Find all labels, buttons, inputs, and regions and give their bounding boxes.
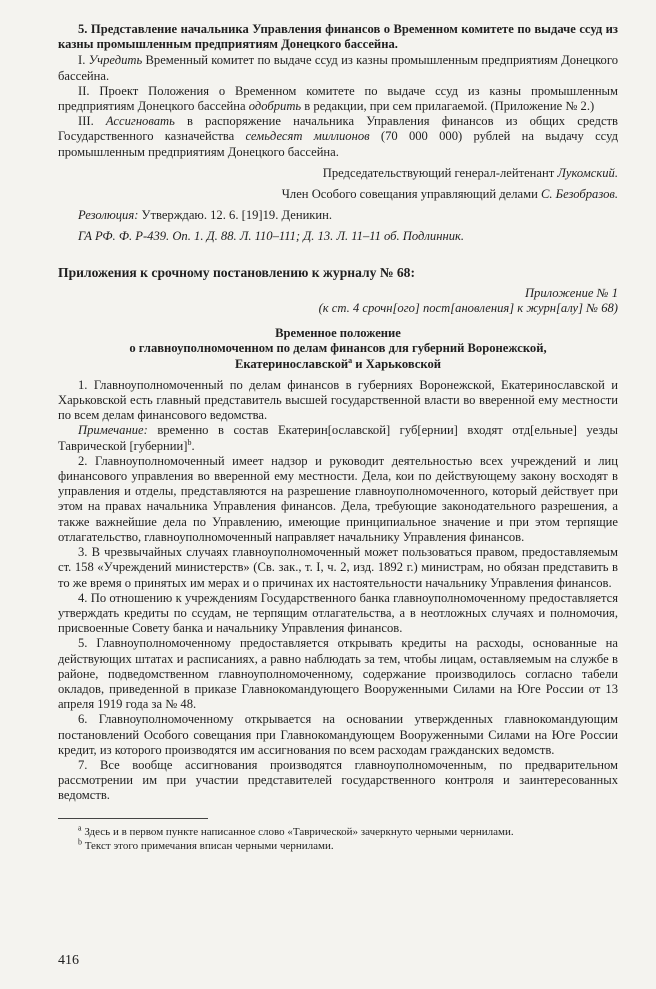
footnote-mark-b: b xyxy=(187,437,192,447)
footnote-divider xyxy=(58,818,208,819)
appendix-item-1: 1. Главноуполномоченный по делам финансов в губерниях Воронежской, Екатеринославской и Харьковской есть главный представитель высшей государственной власти во вверенной ему местности по всем делам финансового ведомства. xyxy=(58,377,618,423)
section-5-point-3: III. Ассигновать в распоряжение начальника Управления финансов из общих средств Государственного казначейства семьдесят миллионов (70 000 000) рублей на выдачу ссуд промышленным предприятиям Донецкого бассейна. xyxy=(58,114,619,159)
appendix-title-line-2: о главноуполномоченном по делам финансов для губерний Воронежской, xyxy=(129,341,547,356)
page-number: 416 xyxy=(58,953,79,968)
archive-reference: ГА РФ. Ф. Р-439. Оп. 1. Д. 88. Л. 110–111; Д. 13. Л. 11–11 об. Подлинник. xyxy=(78,229,465,244)
appendix-title-line-3: Екатеринославской$^a$ и Харьковской xyxy=(234,355,442,371)
section-5-point-1: I. Учредить Временный комитет по выдаче ссуд из казны промышленным предприятиям Донецкого бассейна. xyxy=(58,53,618,83)
appendix-note: Примечание: временно в состав Екатерин[ославской] губ[ернии] входят отд[ельные] уезды Таврической [губернии]$^b$. xyxy=(58,423,618,453)
appendix-item-4: 4. По отношению к учреждениям Государственного банка главноуполномоченному предоставляется утверждать кредиты по ссудам, не терпящим отлагательства, а в неотложных случаях и полномочия, присвоенные Совету банка и начальнику Управления финансов. xyxy=(58,590,618,636)
appendix-title-line-1: Временное положение xyxy=(275,326,401,341)
appendix-label: Приложение № 1 xyxy=(524,285,618,300)
appendix-item-3: 3. В чрезвычайных случаях главноуполномоченный может пользоваться правом, предоставляемым ст. 158 «Учреждений министерств» (Св. зак., т. I, ч. 2, изд. 1892 г.) министрам, но обязан представить в то же время о принятых им мерах и о причинах их настоятельности начальнику Управления финансов. xyxy=(58,545,618,590)
footnote-a: $^a$ Здесь и в первом пункте написанное слово «Таврической» зачеркнуто черными чернилами. xyxy=(78,822,514,838)
section-5-heading: 5. Представление начальника Управления финансов о Временном комитете по выдаче ссуд из казны промышленным предприятиям Донецкого бассейна. xyxy=(58,22,618,52)
appendix-item-2: 2. Главноуполномоченный имеет надзор и руководит деятельностью всех учреждений и лиц финансового управления во вверенной ему местности. Дела, кои по действующему закону восходят в управления и отделы, представляются на разрешение главноуполномоченного, который действует при этом на правах начальника Управления финансов. Дела, требующие законодательного разрешения, а также важнейшие дела по Управлению, имеющие принципиальное значение и при этом терпящие отлагательство, главноуполномоченный направляет начальнику Управления финансов. xyxy=(58,453,618,544)
resolution: Резолюция: Утверждаю. 12. 6. [19]19. Деникин. xyxy=(78,208,333,223)
appendix-item-5: 5. Главноуполномоченному предоставляется открывать кредиты на расходы, основанные на действующих штатах и расписаниях, а равно наблюдать за тем, чтобы лицам, оставляемым на службе в районе, подведомственном главноуполномоченному, содержание производилось согласно табели окладов, приведенной в приказе Главнокомандующего Вооруженными Силами на Юге России от 13 апреля 1919 года за № 48. xyxy=(58,636,618,712)
signature-secretary: Член Особого совещания управляющий делами С. Безобразов. xyxy=(281,187,618,202)
document-page xyxy=(58,22,618,853)
signature-chairman: Председательствующий генерал-лейтенант Лукомский. xyxy=(322,165,618,180)
appendix-item-7: 7. Все вообще ассигнования производятся главноуполномоченным, по предварительном рассмотрении им при участии представителей государственного контроля и заинтересованных ведомств. xyxy=(58,757,618,803)
appendix-heading: Приложения к срочному постановлению к журналу № 68: xyxy=(58,264,416,280)
appendix-item-6: 6. Главноуполномоченному открывается на основании утвержденных главнокомандующим постановлений Особого совещания при Главнокомандующем Вооруженными Силами на Юге России кредит, из которого производятся им ассигнования по всем расходам гражданских ведомств. xyxy=(58,712,618,757)
footnote-b: $^b$ Текст этого примечания вписан черными чернилами. xyxy=(78,836,334,852)
section-5-point-2: II. Проект Положения о Временном комитете по выдаче ссуд из казны промышленным предприятиям Донецкого бассейна одобрить в редакции, при сем прилагаемой. (Приложение № 2.) xyxy=(58,83,618,114)
appendix-reference: (к ст. 4 срочн[ого] пост[ановления] к журн[алу] № 68) xyxy=(318,301,618,316)
footnote-mark-a: a xyxy=(348,355,353,365)
